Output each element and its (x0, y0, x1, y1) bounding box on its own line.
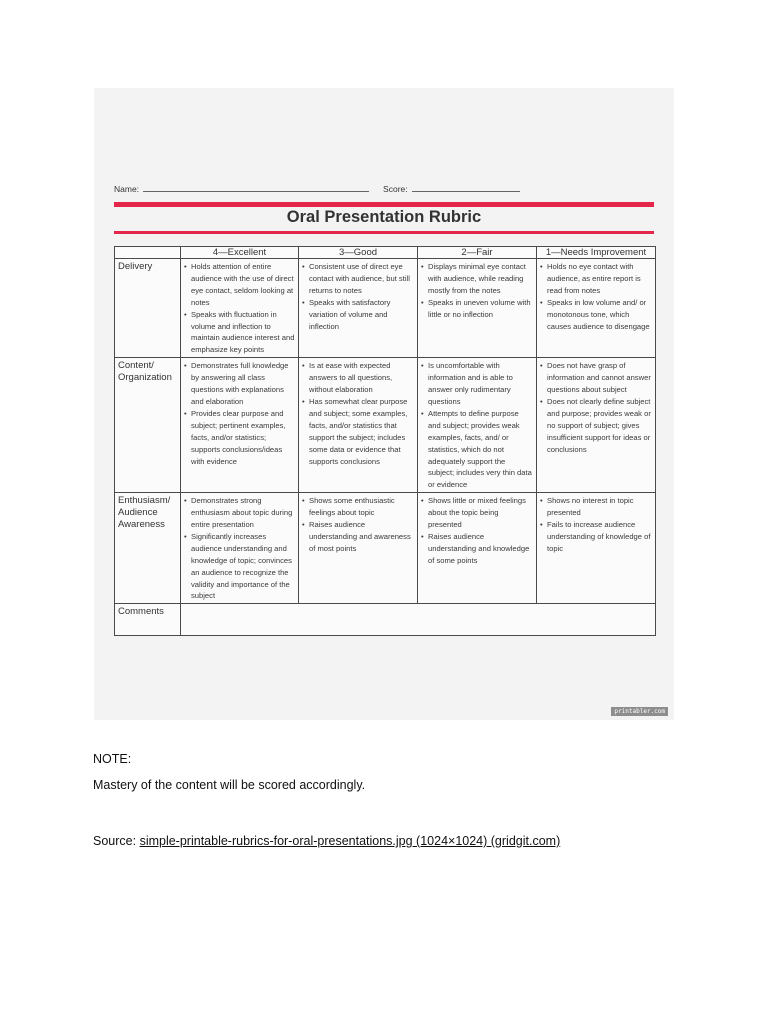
rubric-table (114, 246, 656, 636)
name-label: Name: (114, 184, 140, 194)
criteria-item: • Holds attention of entire audience with the use of direct eye contact, seldom looking at notes (184, 261, 295, 309)
comments-row (115, 604, 656, 636)
criteria-item: • Does not have grasp of information and cannot answer questions about subject (540, 360, 652, 396)
criteria-item: • Displays minimal eye contact with audience, while reading mostly from the notes (421, 261, 533, 297)
criteria-list (540, 261, 652, 332)
column-header-good: 3—Good (299, 247, 418, 259)
rubric-cell-content-organization-needs-improvement (537, 358, 656, 493)
criteria-item: • Fails to increase audience understanding of knowledge of topic (540, 519, 652, 555)
criteria-list (184, 495, 295, 602)
criteria-item: • Shows some enthusiastic feelings about topic (302, 495, 414, 519)
criteria-item: • Does not clearly define subject and purpose; provides weak or no support of subject; gives insufficient support for ideas or conclusions (540, 396, 652, 456)
criteria-list (302, 261, 414, 332)
comments-cell (181, 604, 656, 636)
criteria-list (421, 495, 533, 566)
criteria-list (302, 495, 414, 555)
criteria-list (184, 261, 295, 356)
criteria-item: • Has somewhat clear purpose and subject; some examples, facts, and/or statistics that support the subject; includes some data or evidence that supports conclusions (302, 396, 414, 467)
criteria-item: • Is uncomfortable with information and is able to answer only rudimentary questions (421, 360, 533, 408)
rubric-cell-enthusiasm-audience-awareness-excellent (181, 493, 299, 604)
source-link[interactable]: simple-printable-rubrics-for-oral-presentations.jpg (1024×1024) (gridgit.com) (139, 834, 561, 848)
rubric-image (94, 88, 674, 720)
criteria-list (302, 360, 414, 467)
criteria-list (184, 360, 295, 467)
rubric-cell-delivery-excellent (181, 259, 299, 358)
criteria-item: • Speaks in low volume and/ or monotonous tone, which causes audience to disengage (540, 297, 652, 333)
source-line (93, 834, 560, 848)
score-blank (412, 182, 520, 192)
rubric-cell-delivery-needs-improvement (537, 259, 656, 358)
row-label-enthusiasm-audience-awareness: Enthusiasm/ Audience Awareness (115, 493, 181, 604)
column-header-fair: 2—Fair (418, 247, 537, 259)
row-label-delivery: Delivery (115, 259, 181, 358)
rubric-row-content-organization (115, 358, 656, 493)
title-bar-bottom (114, 231, 654, 234)
title-bar-top (114, 202, 654, 207)
criteria-item: • Shows no interest in topic presented (540, 495, 652, 519)
criteria-item: • Speaks in uneven volume with little or no inflection (421, 297, 533, 321)
source-label: Source: (93, 834, 140, 848)
criteria-item: • Is at ease with expected answers to all questions, without elaboration (302, 360, 414, 396)
criteria-item: • Speaks with satisfactory variation of volume and inflection (302, 297, 414, 333)
name-score-line (114, 182, 520, 194)
criteria-list (540, 360, 652, 455)
header-row (115, 247, 656, 259)
criteria-list (421, 261, 533, 321)
rubric-cell-content-organization-excellent (181, 358, 299, 493)
criteria-item: • Holds no eye contact with audience, as entire report is read from notes (540, 261, 652, 297)
criteria-item: • Provides clear purpose and subject; pertinent examples, facts, and/or statistics; supports conclusions/ideas with evidence (184, 408, 295, 468)
rubric-cell-delivery-good (299, 259, 418, 358)
rubric-cell-enthusiasm-audience-awareness-needs-improvement (537, 493, 656, 604)
watermark: printabler.com (611, 707, 668, 716)
rubric-cell-content-organization-good (299, 358, 418, 493)
criteria-item: • Raises audience understanding and awareness of most points (302, 519, 414, 555)
rubric-cell-enthusiasm-audience-awareness-good (299, 493, 418, 604)
criteria-item: • Shows little or mixed feelings about the topic being presented (421, 495, 533, 531)
criteria-list (421, 360, 533, 491)
row-label-content-organization: Content/ Organization (115, 358, 181, 493)
rubric-title: Oral Presentation Rubric (286, 208, 482, 226)
criteria-item: • Demonstrates strong enthusiasm about topic during entire presentation (184, 495, 295, 531)
rubric-row-delivery (115, 259, 656, 358)
rubric-row-enthusiasm-audience-awareness (115, 493, 656, 604)
rubric-cell-enthusiasm-audience-awareness-fair (418, 493, 537, 604)
criteria-item: • Consistent use of direct eye contact with audience, but still returns to notes (302, 261, 414, 297)
column-header-excellent: 4—Excellent (181, 247, 299, 259)
corner-cell (115, 247, 181, 259)
criteria-item: • Demonstrates full knowledge by answering all class questions with explanations and elaboration (184, 360, 295, 408)
rubric-cell-content-organization-fair (418, 358, 537, 493)
rubric-body (115, 259, 656, 604)
comments-label: Comments (115, 604, 181, 636)
criteria-list (540, 495, 652, 555)
note-body: Mastery of the content will be scored accordingly. (93, 778, 366, 792)
criteria-item: • Raises audience understanding and knowledge of some points (421, 531, 533, 567)
criteria-item: • Attempts to define purpose and subject; provides weak examples, facts, and/ or statistics, which do not adequately support the subject; includes very thin data or evidence (421, 408, 533, 491)
column-header-needs-improvement: 1—Needs Improvement (537, 247, 656, 259)
name-blank (143, 182, 369, 192)
rubric-cell-delivery-fair (418, 259, 537, 358)
score-label: Score: (383, 184, 408, 194)
criteria-item: • Speaks with fluctuation in volume and inflection to maintain audience interest and emphasize key points (184, 309, 295, 357)
criteria-item: • Significantly increases audience understanding and knowledge of topic; convinces an audience to recognize the validity and importance of the subject (184, 531, 295, 602)
note-heading: NOTE: (93, 752, 132, 766)
